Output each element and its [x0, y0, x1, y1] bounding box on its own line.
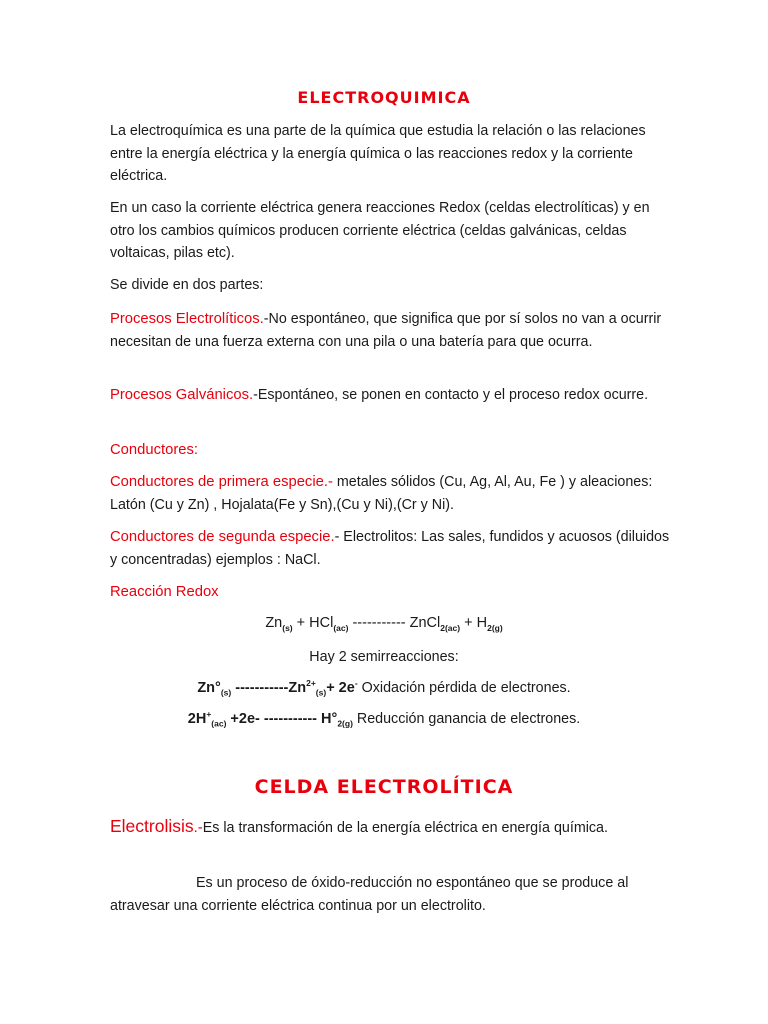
semi1-zn: Zn° [197, 679, 221, 696]
electroliticos-text: -No espontáneo, que significa que por sí solos no van a ocurrir necesitan de una fuerza externa con una pila o una batería para que ocurra. [110, 311, 662, 350]
electroliticos-term: Procesos Electrolíticos. [110, 311, 264, 327]
reaccion-redox-heading [110, 581, 670, 604]
semi1-e: + 2e [326, 679, 355, 696]
segunda-paragraph [110, 526, 670, 571]
conductores-heading [110, 439, 670, 462]
case-paragraph: En un caso la corriente eléctrica genera reacciones Redox (celdas electrolíticas) y en otro los cambios químicos producen corriente eléctrica (celdas galvánicas, celdas voltaicas, pilas etc). [110, 200, 650, 261]
semi2-h: 2H [187, 710, 207, 727]
semi1-zn2: -----------Zn [231, 679, 307, 696]
semi2-h-sub: (ac) [211, 718, 227, 729]
proceso-paragraph: Es un proceso de óxido-reducción no espontáneo que se produce al atravesar una corriente eléctrica continua por un electrolito. [110, 875, 629, 914]
electrolisis-dot: .- [193, 820, 203, 836]
reaccion-redox-label: Reacción Redox [110, 584, 219, 600]
semi1-description: Oxidación pérdida de electrones. [357, 679, 571, 696]
electrolisis-text: Es la transformación de la energía eléctrica en energía química. [202, 820, 608, 836]
eq-zncl: ----------- ZnCl [348, 615, 441, 631]
galvanicos-paragraph [110, 384, 670, 407]
semi1-e-sup: - [354, 678, 358, 688]
electrolisis-paragraph [110, 815, 670, 840]
main-equation [0, 615, 768, 633]
semi2-mid: +2e- ----------- H° [226, 710, 338, 727]
eq-hcl: + HCl [292, 615, 334, 631]
galvanicos-text: -Espontáneo, se ponen en contacto y el proceso redox ocurre. [253, 387, 649, 403]
section-title: CELDA ELECTROLÍTICA [254, 776, 514, 798]
oxidation-half-reaction [0, 678, 768, 698]
primera-term: Conductores de primera especie [110, 474, 324, 490]
eq-hcl-sub: (ac) [333, 622, 349, 633]
eq-zn: Zn [265, 615, 283, 631]
segunda-term: Conductores de segunda especie. [110, 529, 335, 545]
galvanicos-term: Procesos Galvánicos. [110, 387, 254, 403]
primera-dot: .- [323, 474, 333, 490]
semi2-h2-sub: 2(g) [337, 718, 353, 729]
eq-h2-sub: 2(g) [487, 622, 503, 633]
semirreacciones-label: Hay 2 semirreacciones: [309, 649, 459, 665]
eq-zncl-sub: 2(ac) [440, 622, 461, 633]
conductores-label: Conductores: [110, 442, 199, 458]
page-title: ELECTROQUIMICA [297, 88, 471, 107]
segunda-text: - Electrolitos: Las sales, fundidos y acuosos (diluidos y concentradas) ejemplos : NaCl. [110, 529, 670, 568]
primera-text: metales sólidos (Cu, Ag, Al, Au, Fe ) y aleaciones: Latón (Cu y Zn) , Hojalata(Fe y Sn),(Cu y Ni),(Cr y Ni). [110, 474, 653, 513]
semi1-zn2-sub: (s) [315, 687, 327, 698]
semi2-h-sup: + [206, 709, 212, 719]
intro-paragraph: La electroquímica es una parte de la química que estudia la relación o las relaciones entre la energía eléctrica y la energía química o las reacciones redox y la corriente eléctrica. [110, 123, 646, 184]
eq-zn-sub: (s) [282, 622, 293, 633]
divide-paragraph: Se divide en dos partes: [110, 277, 264, 293]
electrolisis-term: Electrolisis [110, 816, 194, 836]
semi1-zn-sup: 2+ [306, 678, 316, 688]
semi2-description: Reducción ganancia de electrones. [352, 710, 581, 727]
electroliticos-paragraph [110, 308, 670, 353]
primera-paragraph [110, 471, 670, 516]
reduction-half-reaction [0, 709, 768, 729]
eq-h2: + H [460, 615, 488, 631]
semi1-zn-sub: (s) [220, 687, 232, 698]
